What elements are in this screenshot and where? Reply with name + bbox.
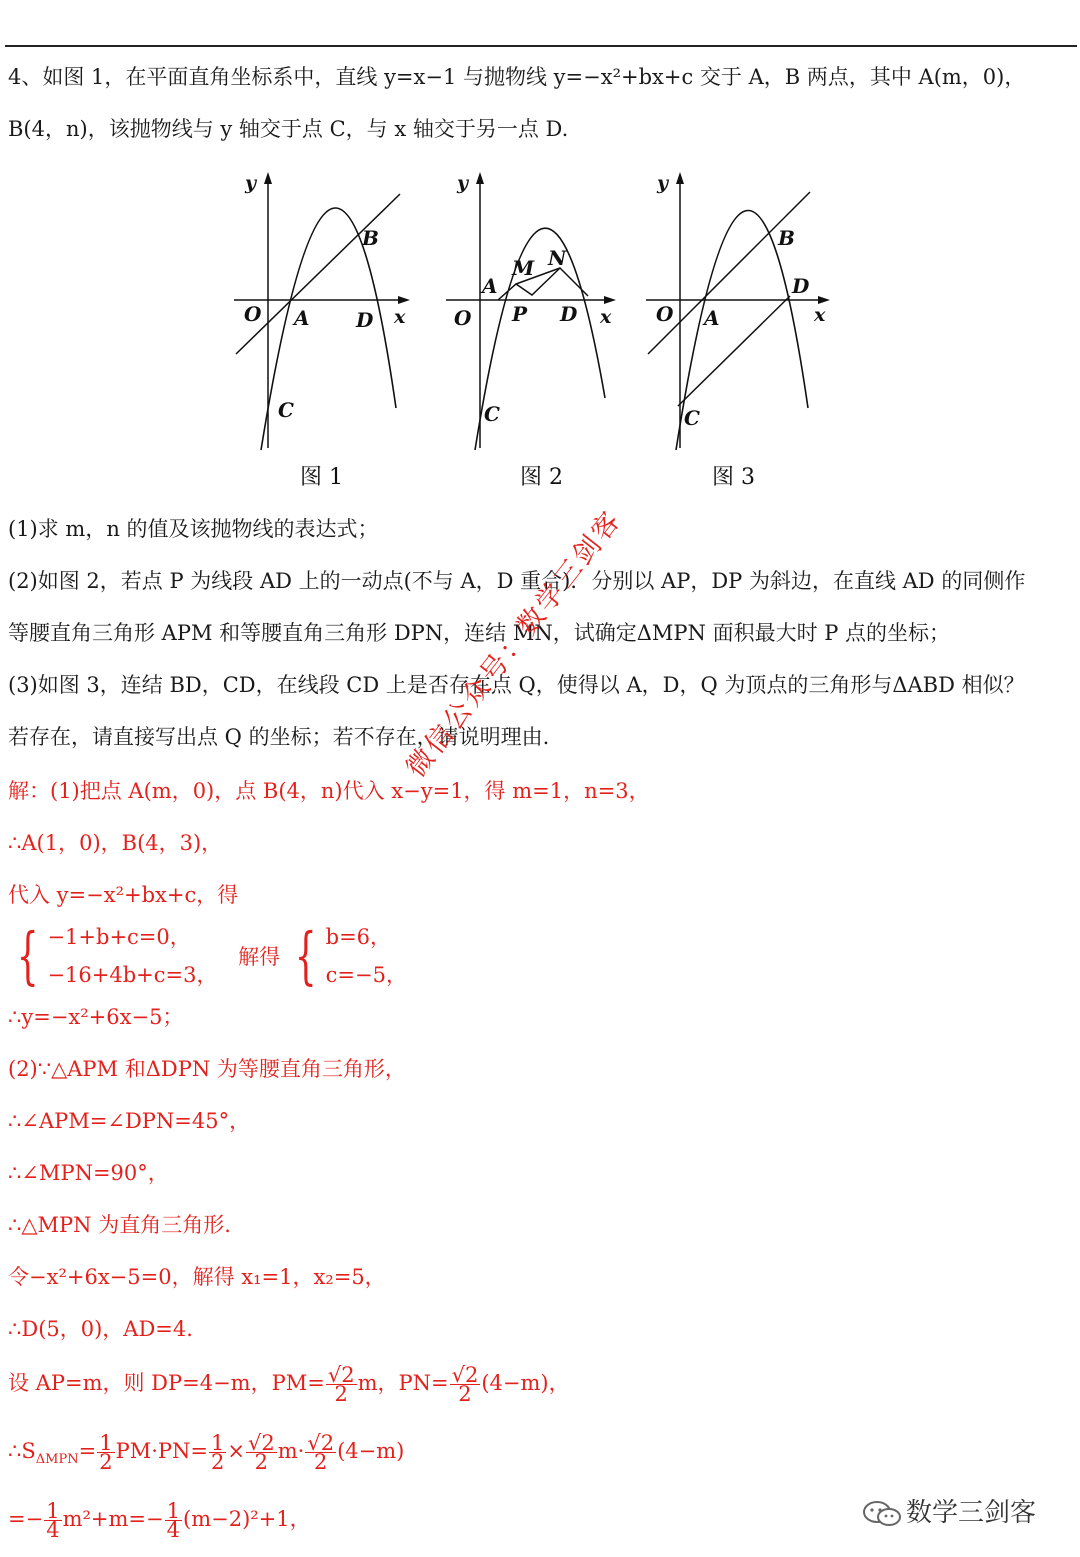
system-left: −1+b+c=0， −16+4b+c=3， [47, 925, 218, 987]
solution-line-4: ∴y=−x²+6x−5； [8, 1005, 184, 1029]
origin-label: O [454, 306, 472, 330]
solve-label: 解得 [238, 945, 281, 969]
origin-label: O [244, 302, 262, 326]
point-a-label: A [482, 274, 498, 298]
system-right: b=6， c=−5， [325, 925, 407, 987]
figure-1 [228, 168, 413, 453]
point-a-label: A [294, 306, 310, 330]
point-p-label: P [512, 302, 528, 326]
figure-2-caption: 图 2 [520, 465, 563, 490]
right-brace: { [295, 919, 317, 992]
y-axis-label: y [657, 172, 669, 194]
point-a-label: A [704, 306, 720, 330]
solution-line-12: $\therefore S_{\Delta MPN}=$ $\frac{1}{2}$ PM·PN= $\frac{1}{2}$ × $\frac{√2}{2}$ m· $\frac{√2}{2}$ (4−m) [8, 1431, 405, 1474]
logo-text: 数学三剑客 [906, 1498, 1037, 1528]
solution-line-9: 令−x²+6x−5=0，解得 x₁=1，x₂=5， [8, 1265, 386, 1289]
y-axis-label: y [457, 172, 469, 194]
solution-line-11: 设 AP=m，则 DP=4−m，PM= $\frac{√2}{2}$ m，PN= $\frac{√2}{2}$ (4−m)， [8, 1363, 570, 1406]
y-axis-label: y [245, 172, 257, 194]
x-axis-label: x [814, 304, 826, 326]
point-c-label: C [484, 402, 500, 426]
origin-label: O [656, 302, 674, 326]
fraction-1-over-2: $\frac{1}{2}$ [210, 1431, 225, 1474]
problem-line-2: B(4，n)，该抛物线与 y 轴交于点 C，与 x 轴交于另一点 D. [8, 117, 569, 141]
brand-logo [862, 1492, 1036, 1529]
point-b-label: B [362, 226, 379, 250]
watermark: 微信公众号：数学三剑客 [400, 504, 629, 784]
question-2-line-1: (2)如图 2，若点 P 为线段 AD 上的一动点(不与 A，D 重合)．分别以 AP，DP 为斜边，在直线 AD 的同侧作 [8, 569, 1026, 593]
fraction-sqrt2-over-2: $\frac{√2}{2}$ [307, 1431, 335, 1474]
left-brace: { [16, 919, 39, 992]
solution-line-13: =− $\frac{1}{4}$ m²+m=− $\frac{1}{4}$ (m−2)²+1， [8, 1499, 311, 1542]
point-c-label: C [278, 398, 294, 422]
figure-1-caption: 图 1 [300, 465, 343, 490]
wechat-icon [862, 1500, 902, 1528]
point-n-label: N [548, 246, 567, 270]
equation-system [8, 918, 407, 994]
point-d-label: D [356, 308, 374, 332]
solution-line-6: ∴∠APM=∠DPN=45°， [8, 1109, 251, 1133]
figure-3-caption: 图 3 [712, 465, 755, 490]
solution-line-7: ∴∠MPN=90°， [8, 1161, 169, 1185]
point-d-label: D [560, 302, 578, 326]
point-c-label: C [684, 406, 700, 430]
fraction-1-over-4: $\frac{1}{4}$ [166, 1499, 180, 1542]
x-axis-label: x [600, 306, 612, 328]
point-d-label: D [792, 274, 810, 298]
top-rule [5, 45, 1077, 47]
question-1: (1)求 m，n 的值及该抛物线的表达式； [8, 517, 379, 541]
fraction-sqrt2-over-2: $\frac{√2}{2}$ [327, 1363, 355, 1406]
fraction-1-over-4: $\frac{1}{4}$ [46, 1499, 60, 1542]
point-b-label: B [778, 226, 795, 250]
solution-line-1: 解：(1)把点 A(m，0)，点 B(4，n)代入 x−y=1，得 m=1，n=3， [8, 779, 650, 803]
problem-line-1: 4、如图 1，在平面直角坐标系中，直线 y=x−1 与抛物线 y=−x²+bx+c 交于 A，B 两点，其中 A(m，0)， [8, 65, 1026, 89]
solution-line-10: ∴D(5，0)，AD=4. [8, 1317, 193, 1341]
solution-line-2: ∴A(1，0)，B(4，3)， [8, 831, 223, 855]
fraction-1-over-2: $\frac{1}{2}$ [99, 1431, 113, 1474]
solution-line-8: ∴△MPN 为直角三角形. [8, 1213, 231, 1237]
fraction-sqrt2-over-2: $\frac{√2}{2}$ [451, 1363, 479, 1406]
point-m-label: M [512, 256, 535, 280]
question-3-line-2: 若存在，请直接写出点 Q 的坐标；若不存在，请说明理由. [8, 725, 550, 749]
solution-line-5: (2)∵△APM 和ΔDPN 为等腰直角三角形， [8, 1057, 406, 1081]
figure-2 [440, 168, 625, 453]
solution-line-3: 代入 y=−x²+bx+c，得 [8, 883, 239, 907]
question-2-line-2: 等腰直角三角形 APM 和等腰直角三角形 DPN，连结 MN，试确定ΔMPN 面积最大时 P 点的坐标； [8, 621, 951, 645]
figure-3 [640, 168, 835, 453]
fraction-sqrt2-over-2: $\frac{√2}{2}$ [247, 1431, 275, 1474]
x-axis-label: x [394, 306, 406, 328]
question-3-line-1: (3)如图 3，连结 BD，CD，在线段 CD 上是否存在点 Q，使得以 A，D，Q 为顶点的三角形与ΔABD 相似？ [8, 673, 1025, 697]
